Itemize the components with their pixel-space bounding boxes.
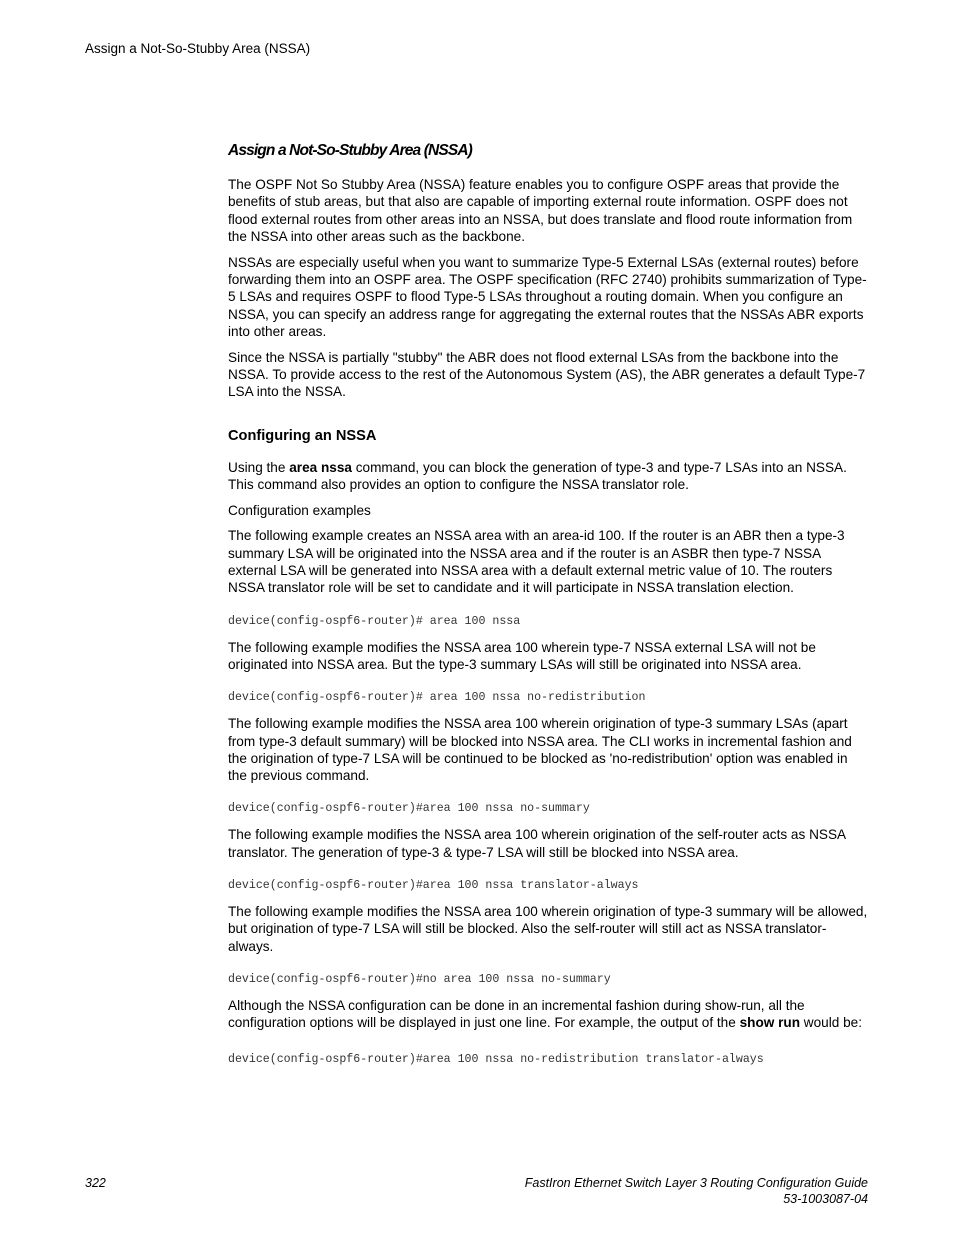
subsection-title: Configuring an NSSA	[228, 427, 377, 444]
example-5-text: The following example modifies the NSSA area 100 wherein origination of type-3 summary will be allowed, but origination of type-7 LSA will still be blocked. Also the self-router will still act as NSSA translator-always.	[228, 904, 868, 954]
paragraph-nssa-intro: The OSPF Not So Stubby Area (NSSA) feature enables you to configure OSPF areas that provide the benefits of stub areas, but that also are capable of importing external route information. OSPF does not flood external routes from other areas into an NSSA, but does translate and flood route information from the NSSA into other areas such as the backbone.	[228, 177, 853, 244]
example-4-text: The following example modifies the NSSA area 100 wherein origination of the self-router acts as NSSA translator. The generation of type-3 & type-7 LSA will still be blocked into NSSA area.	[228, 827, 846, 860]
command-name: area nssa	[289, 459, 352, 475]
paragraph-nssa-stubby: Since the NSSA is partially "stubby" the ABR does not flood external LSAs from the backbone into the NSSA. To provide access to the rest of the Autonomous System (AS), the ABR generates a default Type-7 LSA into the NSSA.	[228, 349, 866, 400]
example-3-text: The following example modifies the NSSA area 100 wherein origination of type-3 summary LSAs (apart from type-3 default summary) will be blocked into NSSA area. The CLI works in incremental fashion and the origination of type-7 LSA will be continued to be blocked as 'no-redistribution' option was enabled in the previous command.	[228, 716, 852, 784]
command-name: show run	[739, 1015, 801, 1031]
text-segment: Although the NSSA configuration can be done in an incremental fashion during show-run, all the configuration options will be displayed in just one line. For example, the output of the	[228, 997, 805, 1031]
paragraph-nssa-usage: NSSAs are especially useful when you want to summarize Type-5 External LSAs (external routes) before forwarding them into an OSPF area. The OSPF specification (RFC 2740) prohibits summarization of Type-5 LSAs and requires OSPF to flood Type-5 LSAs throughout a routing domain. When you configure an NSSA, you can specify an address range for aggregating the external routes that the NSSAs ABR exports into other areas.	[228, 254, 867, 339]
example-1-code: device(config-ospf6-router)# area 100 nssa	[228, 614, 521, 628]
guide-title: FastIron Ethernet Switch Layer 3 Routing Configuration Guide	[524, 1176, 868, 1190]
example-1-text: The following example creates an NSSA area with an area-id 100. If the router is an ABR then a type-3 summary LSA will be originated into the NSSA area and if the router is an ASBR then type-7 NSSA external LSA will be generated into NSSA area with a default external metric value of 10. The routers NSSA translator role will be set to candidate and it will participate in NSSA translation election.	[228, 528, 845, 596]
section-title: Assign a Not-So-Stubby Area (NSSA)	[228, 142, 472, 159]
example-4-code: device(config-ospf6-router)#area 100 nssa translator-always	[228, 879, 639, 893]
text-segment: Using the	[228, 459, 290, 475]
text-segment: command, you can block the generation of type-3 and type-7 LSAs into an NSSA. This command also provides an option to configure the NSSA translator role.	[228, 459, 847, 492]
main-content	[228, 142, 868, 1077]
footer-doc-info	[525, 1176, 868, 1207]
example-5-code: device(config-ospf6-router)#no area 100 nssa no-summary	[228, 972, 611, 986]
examples-label: Configuration examples	[228, 502, 371, 518]
show-run-code: device(config-ospf6-router)#area 100 nssa no-redistribution translator-always	[228, 1052, 764, 1066]
example-2-text: The following example modifies the NSSA area 100 wherein type-7 NSSA external LSA will not be originated into NSSA area. But the type-3 summary LSAs will still be originated into NSSA area.	[228, 639, 816, 672]
paragraph-command-intro	[228, 459, 868, 494]
running-header: Assign a Not-So-Stubby Area (NSSA)	[85, 41, 311, 56]
page-number: 322	[85, 1176, 106, 1190]
example-2-code: device(config-ospf6-router)# area 100 nssa no-redistribution	[228, 691, 646, 705]
doc-number: 53-1003087-04	[783, 1191, 868, 1206]
text-segment: would be:	[800, 1015, 862, 1031]
example-3-code: device(config-ospf6-router)#area 100 nssa no-summary	[228, 802, 590, 816]
paragraph-show-run	[228, 997, 868, 1032]
